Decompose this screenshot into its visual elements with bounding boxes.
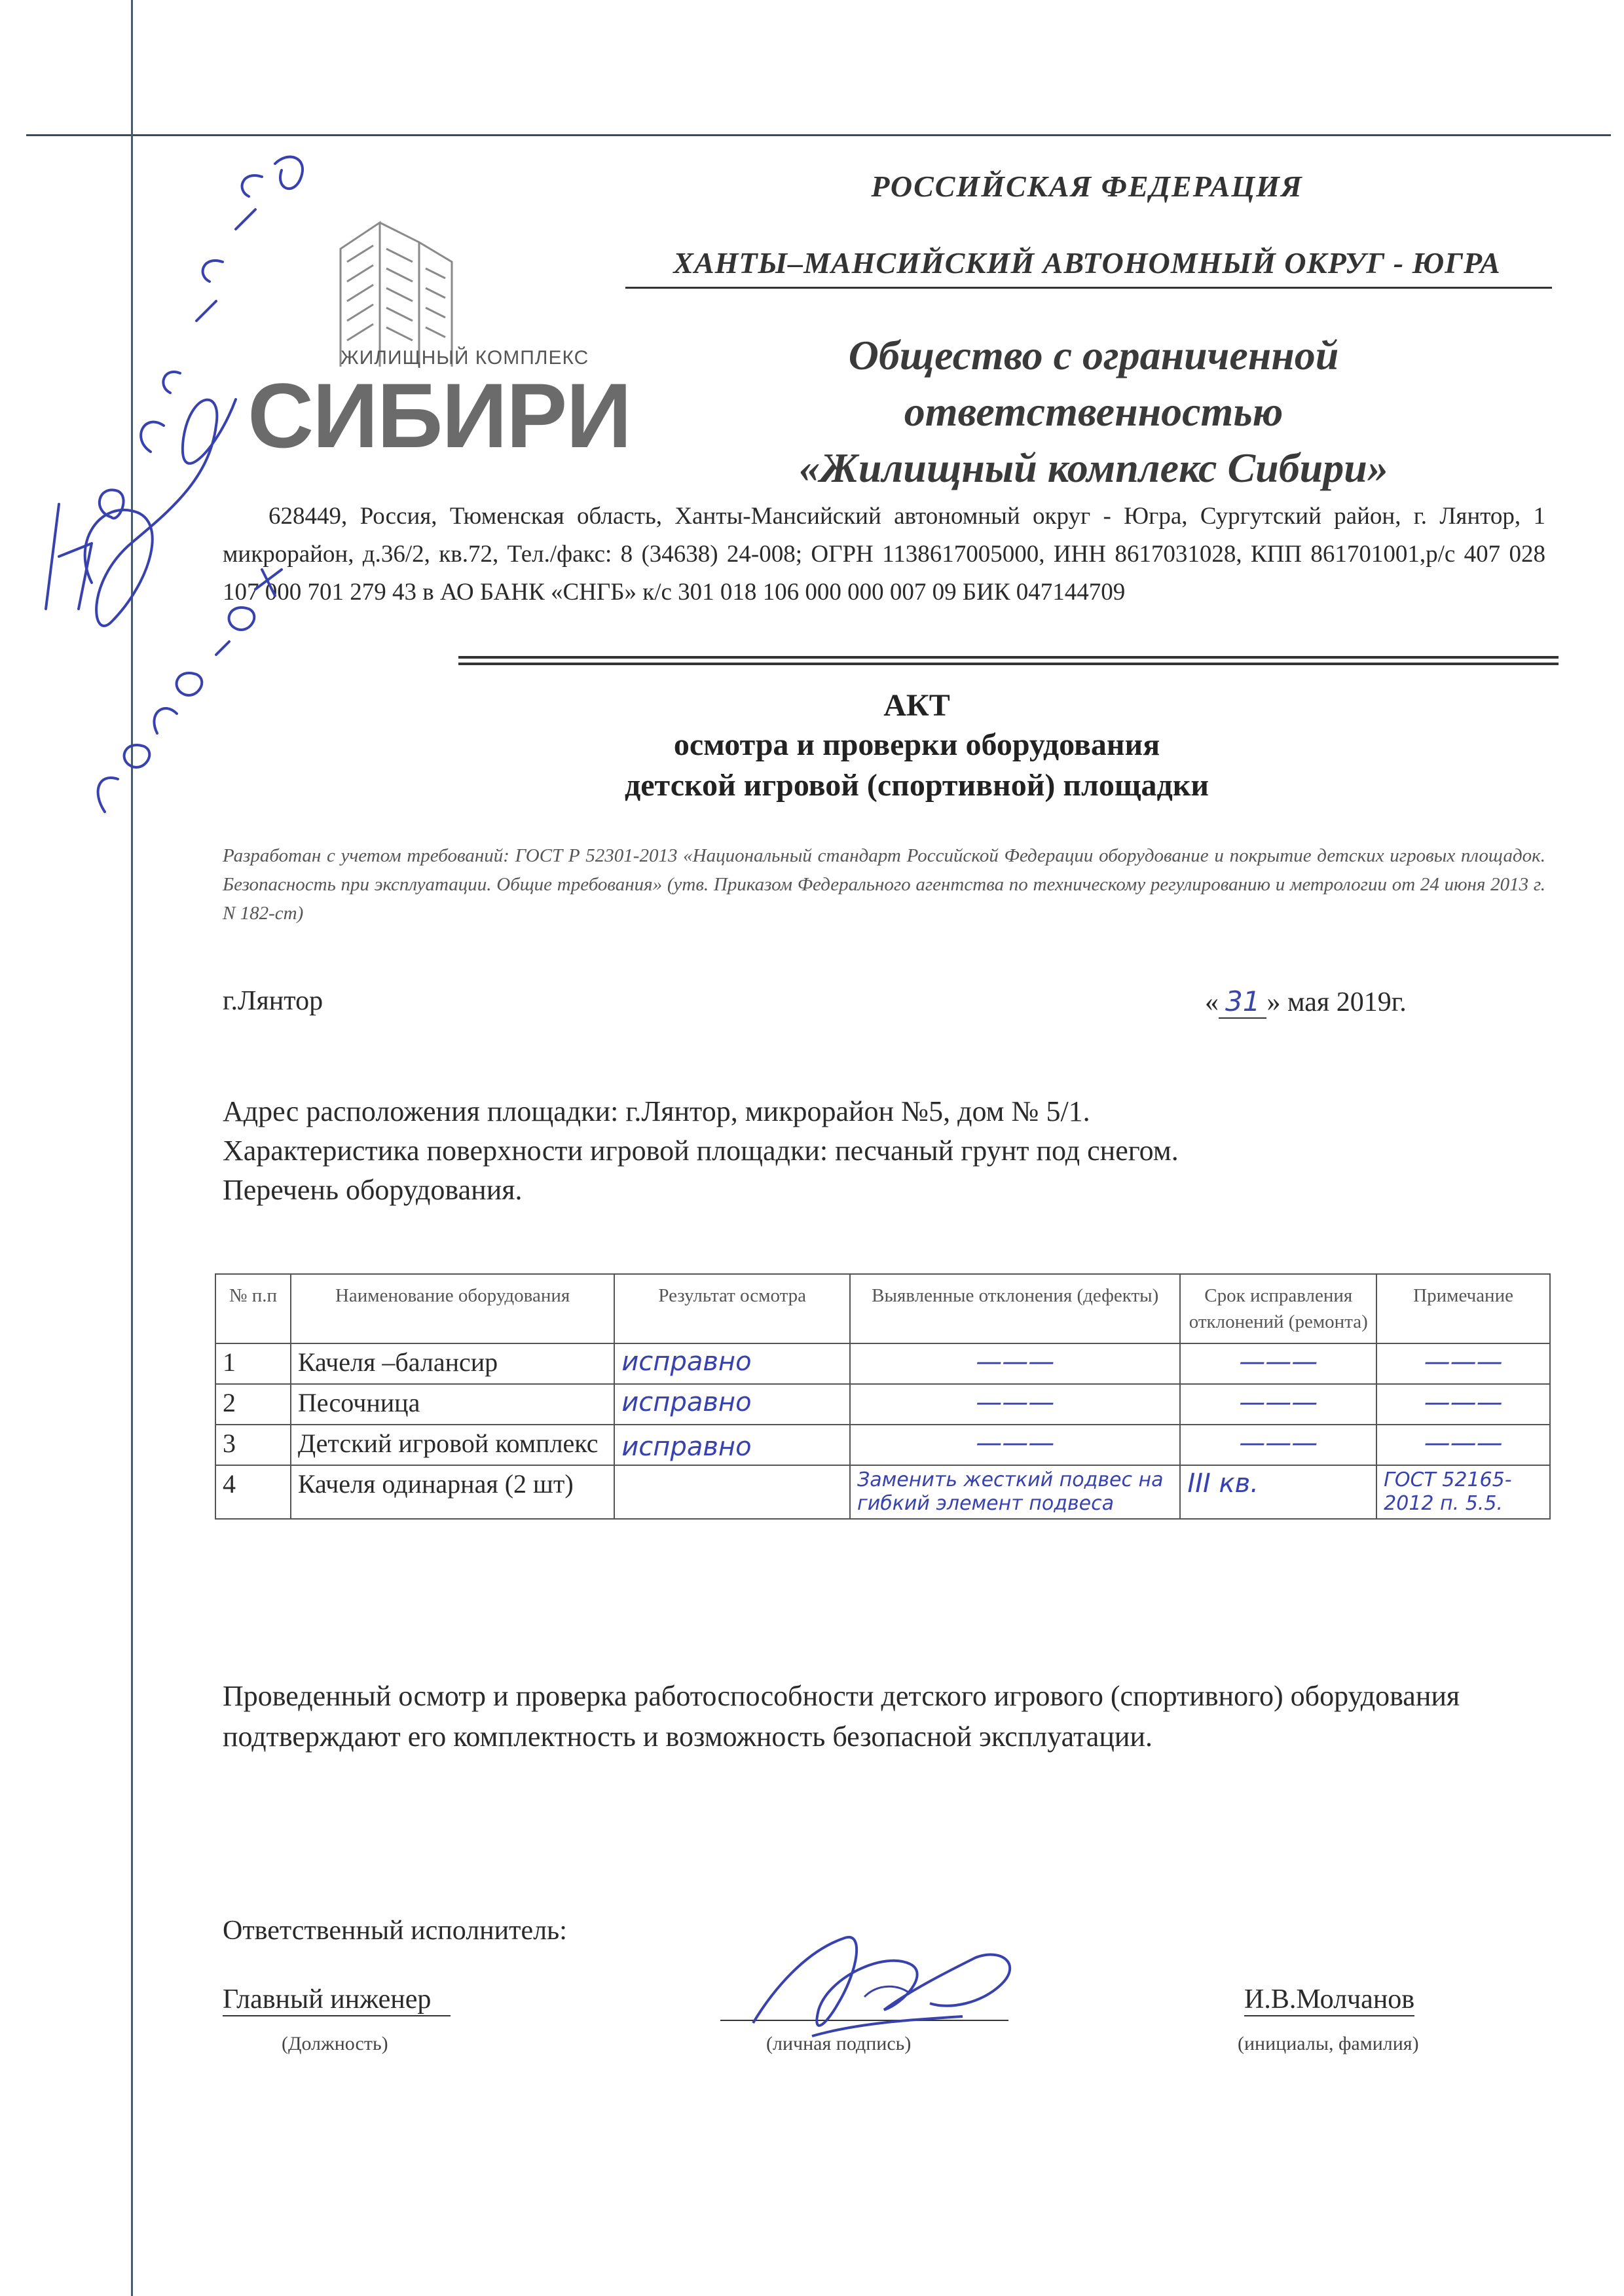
table-row — [215, 1384, 1550, 1425]
responsible-label: Ответственный исполнитель: — [223, 1916, 567, 1946]
col-note-header: Примечание — [1376, 1274, 1550, 1343]
row-number: 4 — [215, 1465, 291, 1519]
repair-term: III кв. — [1180, 1465, 1376, 1519]
defects: ——— — [850, 1343, 1180, 1384]
defects: Заменить жесткий подвес на гибкий элемент подвеса — [850, 1465, 1180, 1519]
federation-heading: РОССИЙСКАЯ ФЕДЕРАЦИЯ — [871, 170, 1303, 203]
col-defects-header: Выявленные отклонения (дефекты) — [850, 1274, 1180, 1343]
date-open-quote: « — [1205, 987, 1219, 1017]
document-title: АКТ — [883, 688, 950, 723]
table-header-row — [215, 1274, 1550, 1343]
double-rule-bottom — [458, 663, 1559, 665]
equipment-name: Качеля одинарная (2 шт) — [291, 1465, 614, 1519]
signature-caption: (личная подпись) — [766, 2033, 912, 2054]
equipment-name: Песочница — [291, 1384, 614, 1425]
region-heading: ХАНТЫ–МАНСИЙСКИЙ АВТОНОМНЫЙ ОКРУГ - ЮГРА — [673, 246, 1501, 280]
note: ——— — [1376, 1343, 1550, 1384]
handwritten-side-note-icon — [0, 85, 367, 818]
equipment-name: Качеля –балансир — [291, 1343, 614, 1384]
site-address: Адрес расположения площадки: г.Лянтор, микрорайон №5, дом № 5/1. — [223, 1095, 1090, 1127]
col-name-header: Наименование оборудования — [291, 1274, 614, 1343]
row-number: 3 — [215, 1425, 291, 1465]
org-name-line1: Общество с ограниченной — [848, 332, 1339, 378]
region-underline — [625, 287, 1552, 289]
signer-name: И.В.Молчанов — [1244, 1984, 1414, 2016]
double-rule-top — [458, 656, 1559, 659]
repair-term: ——— — [1180, 1343, 1376, 1384]
org-name-line3: «Жилищный комплекс Сибири» — [799, 445, 1388, 491]
inspection-result — [614, 1465, 850, 1519]
col-number-header: № п.п — [215, 1274, 291, 1343]
logo-wordmark: СИБИРИ — [248, 364, 631, 467]
surface-description: Характеристика поверхности игровой площадки: песчаный грунт под снегом. — [223, 1135, 1179, 1167]
inspection-result: исправно — [614, 1343, 850, 1384]
equipment-table — [215, 1273, 1551, 1520]
table-row — [215, 1343, 1550, 1384]
note: ——— — [1376, 1425, 1550, 1465]
signature-scribble-icon — [714, 1912, 1067, 2056]
inspection-result: исправно — [614, 1384, 850, 1425]
col-result-header: Результат осмотра — [614, 1274, 850, 1343]
signer-position: Главный инженер — [223, 1984, 451, 2016]
note: ——— — [1376, 1384, 1550, 1425]
row-number: 1 — [215, 1343, 291, 1384]
date-month-year: » мая 2019г. — [1266, 987, 1407, 1017]
row-number: 2 — [215, 1384, 291, 1425]
equipment-list-heading: Перечень оборудования. — [223, 1174, 523, 1206]
document-subtitle-line2: детской игровой (спортивной) площадки — [624, 768, 1209, 803]
repair-term: ——— — [1180, 1384, 1376, 1425]
document-date — [1205, 985, 1407, 1018]
logo-subtitle: ЖИЛИЩНЫЙ КОМПЛЕКС — [341, 347, 589, 369]
note: ГОСТ 52165-2012 п. 5.5. — [1376, 1465, 1550, 1519]
col-term-header: Срок исправления отклонений (ремонта) — [1180, 1274, 1376, 1343]
inspection-result: исправно — [614, 1425, 850, 1465]
defects: ——— — [850, 1425, 1180, 1465]
name-caption: (инициалы, фамилия) — [1238, 2033, 1419, 2054]
defects: ——— — [850, 1384, 1180, 1425]
org-name-line2: ответственностью — [904, 388, 1283, 435]
org-requisites: 628449, Россия, Тюменская область, Ханты-Мансийский автономный округ - Югра, Сургутский район, г. Лянтор, 1 микрорайон, д.36/2, кв.72, Тел./факс: 8 (34638) 24-008; ОГРН 1138617005000, ИНН 8617031028, КПП 861701001,р/с 407 028 107 000 701 279 43 в АО БАНК «СНГБ» к/с 301 018 106 000 000 007 09 БИК 047144709 — [223, 503, 1545, 606]
date-day: 31 — [1219, 985, 1266, 1019]
regulatory-basis: Разработан с учетом требований: ГОСТ Р 52301-2013 «Национальный стандарт Российской Федерации оборудование и покрытие детских игровых площадок. Безопасность при эксплуатации. Общие требования» (утв. Приказом Федерального агентства по техническому регулированию и метрологии от 24 июня 2013 г. N 182-ст) — [223, 845, 1545, 924]
table-row — [215, 1425, 1550, 1465]
city: г.Лянтор — [223, 986, 323, 1016]
repair-term: ——— — [1180, 1425, 1376, 1465]
position-caption: (Должность) — [282, 2033, 388, 2054]
document-subtitle-line1: осмотра и проверки оборудования — [673, 727, 1160, 762]
table-row — [215, 1465, 1550, 1519]
equipment-name: Детский игровой комплекс — [291, 1425, 614, 1465]
conclusion-text: Проведенный осмотр и проверка работоспособности детского игрового (спортивного) оборудования подтверждают его комплектность и возможность безопасной эксплуатации. — [223, 1680, 1460, 1753]
